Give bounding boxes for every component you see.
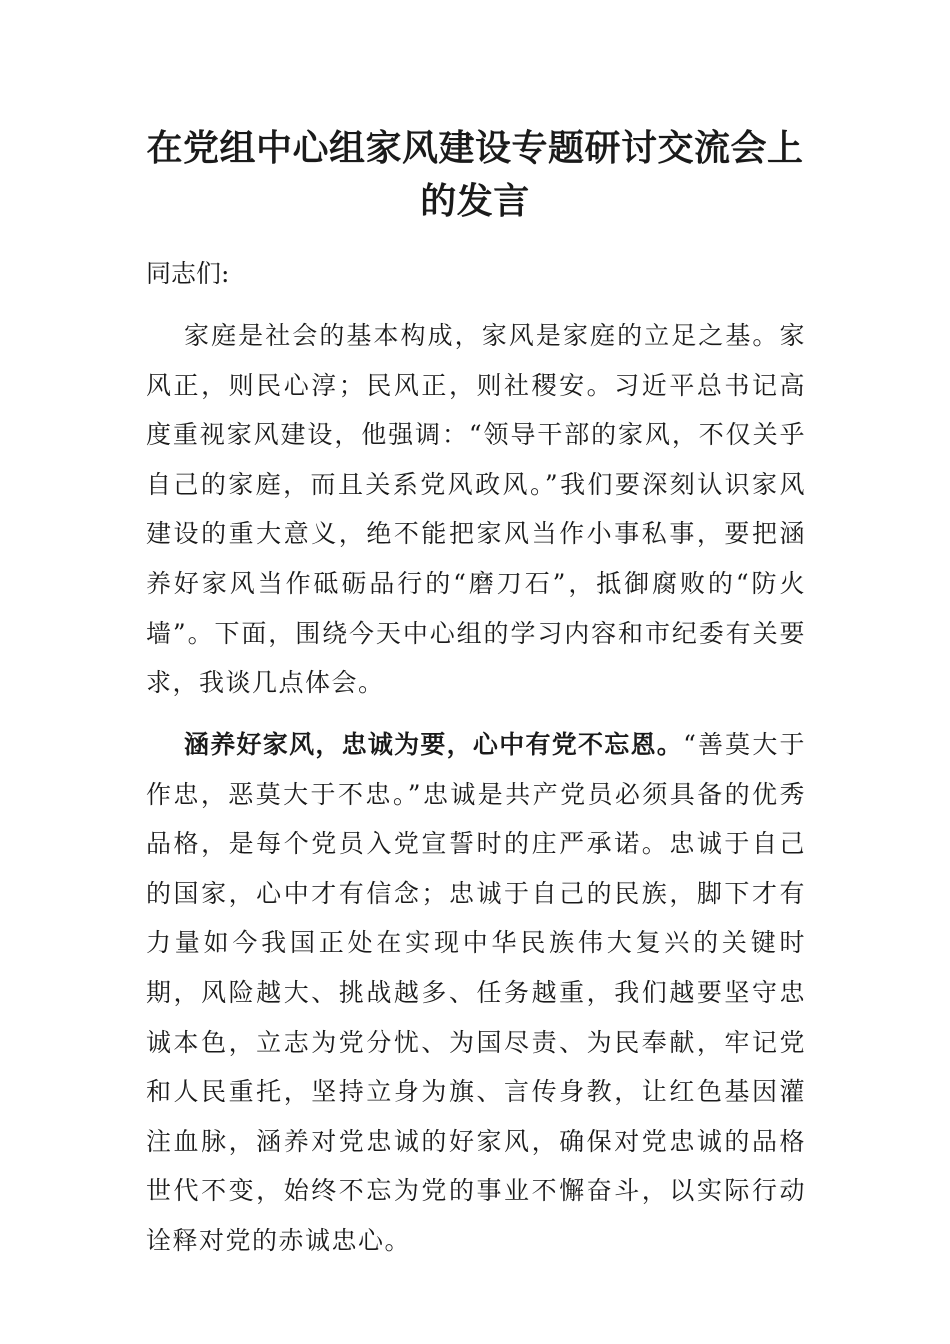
paragraph-body: 家庭是社会的基本构成，家风是家庭的立足之基。家风正，则民心淳；民风正，则社稷安。习近平总书记高度重视家风建设，他强调：“领导干部的家风，不仅关乎自己的家庭，而且关系党风政风。”我们要深刻认识家风建设的重大意义，绝不能把家风当作小事私事，要把涵养好家风当作砥砺品行的“磨刀石”，抵御腐败的“防火墙”。下面，围绕今天中心组的学习内容和市纪委有关要求，我谈几点体会。 xyxy=(146,321,806,698)
paragraph-intro xyxy=(146,311,806,708)
document-title: 在党组中心组家风建设专题研讨交流会上的发言 xyxy=(146,127,804,222)
paragraph-heading: 涵养好家风，忠诚为要，心中有党不忘恩。 xyxy=(184,730,684,759)
paragraph-body: “善莫大于作忠，恶莫大于不忠。”忠诚是共产党员必须具备的优秀品格，是每个党员入党宣誓时的庄严承诺。忠诚于自己的国家，心中才有信念；忠诚于自己的民族，脚下才有力量如今我国正处在实现中华民族伟大复兴的关键时期，风险越大、挑战越多、任务越重，我们越要坚守忠诚本色，立志为党分忧、为国尽责、为民奉献，牢记党和人民重托，坚持立身为旗、言传身教，让红色基因灌注血脉，涵养对党忠诚的好家风，确保对党忠诚的品格世代不变，始终不忘为党的事业不懈奋斗，以实际行动诠释对党的赤诚忠心。 xyxy=(146,730,807,1255)
salutation: 同志们: xyxy=(146,259,230,288)
paragraph-loyalty xyxy=(146,720,806,1266)
